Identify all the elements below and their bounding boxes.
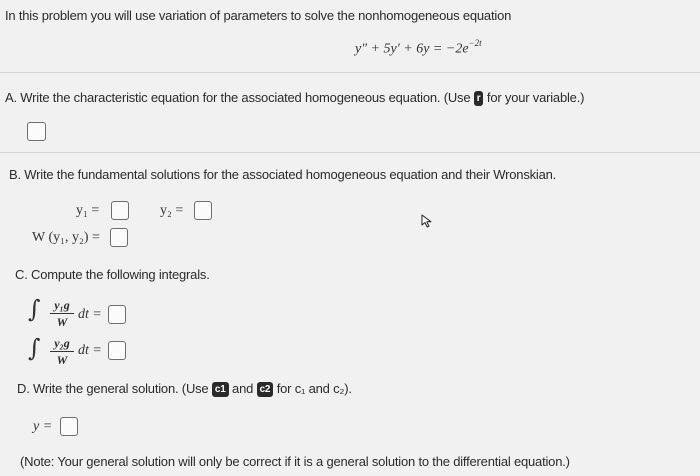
note-text: (Note: Your general solution will only be correct if it is a general solution to the differential equation.) [20,454,570,469]
part-d-text-after: for c₁ and c₂). [276,381,352,396]
divider [0,72,700,73]
problem-intro: In this problem you will use variation of parameters to solve the nonhomogeneous equation [5,8,512,23]
differential-equation [355,38,482,57]
part-a-prompt [5,90,584,106]
y1-label: y₁ = [76,203,100,218]
c1-badge: c1 [212,382,229,397]
part-d-and: and [232,381,254,396]
variable-r-badge: r [474,91,484,106]
integral-sign: ∫ [28,334,41,362]
integral-sign: ∫ [28,295,41,323]
wronskian-label: W (y₁, y₂) = [32,230,100,245]
integral2-dt: dt = [78,343,102,358]
divider [0,152,700,153]
integral2-fraction [50,336,74,368]
y2-label: y₂ = [160,203,184,218]
integral1-dt: dt = [78,307,102,322]
c2-badge: c2 [257,382,274,397]
mouse-pointer-icon [421,214,435,228]
equation-exponent: −2t [468,38,482,48]
general-solution-input[interactable] [60,417,78,436]
equation-lhs: y″ + 5y′ + 6y = −2e [355,41,469,57]
y2-input[interactable] [194,201,212,220]
integral2-input[interactable] [108,341,126,360]
fraction-bar [50,351,74,352]
wronskian-input[interactable] [110,228,128,247]
part-c-prompt: C. Compute the following integrals. [15,267,210,282]
y1-input[interactable] [111,201,129,220]
part-d-prompt [17,381,352,397]
characteristic-equation-input[interactable] [27,122,46,141]
part-d-text: D. Write the general solution. (Use [17,381,209,396]
integral1-numerator: y₁g [54,298,70,312]
part-a-text-after: for your variable.) [486,90,585,105]
general-solution-label: y = [33,419,53,434]
integral2-denominator: W [56,353,68,367]
part-a-text: A. Write the characteristic equation for the associated homogeneous equation. (Use [5,90,471,105]
fraction-bar [50,313,74,314]
integral2-numerator: y₂g [54,336,70,350]
integral1-input[interactable] [108,305,126,324]
part-b-prompt: B. Write the fundamental solutions for the associated homogeneous equation and their Wronskian. [9,167,557,182]
integral1-denominator: W [56,315,68,329]
integral1-fraction [50,298,74,330]
